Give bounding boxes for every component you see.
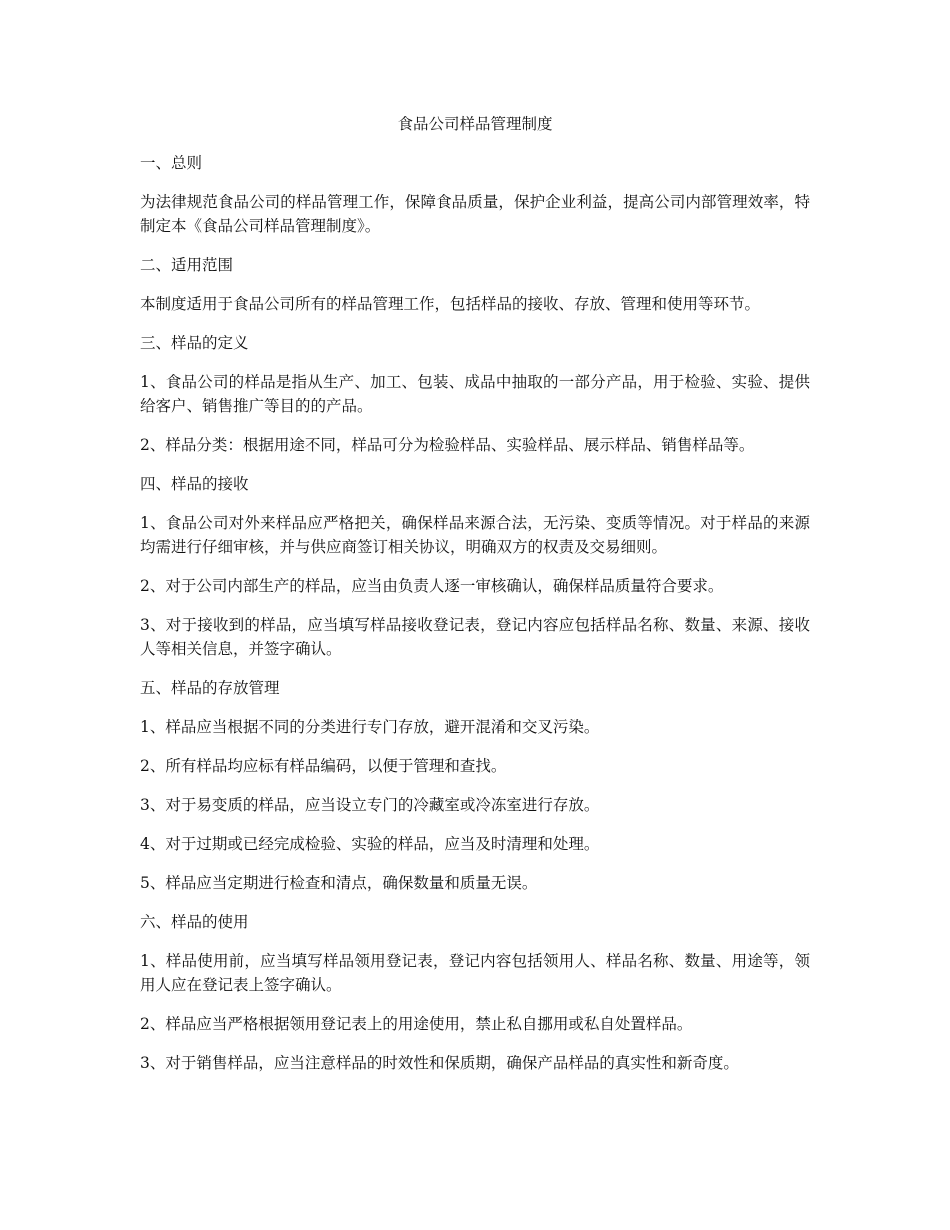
section-heading-storage: 五、样品的存放管理 <box>140 679 280 697</box>
paragraph-storage-5: 5、样品应当定期进行检查和清点，确保数量和质量无误。 <box>140 874 538 892</box>
paragraph-general-purpose: 为法律规范食品公司的样品管理工作，保障食品质量，保护企业利益，提高公司内部管理效率，特制定本《食品公司样品管理制度》。 <box>140 193 810 235</box>
paragraph-storage-4: 4、对于过期或已经完成检验、实验的样品，应当及时清理和处理。 <box>140 835 600 853</box>
paragraph-receiving-1: 1、食品公司对外来样品应严格把关，确保样品来源合法，无污染、变质等情况。对于样品的来源均需进行仔细审核，并与供应商签订相关协议，明确双方的权责及交易细则。 <box>140 514 810 556</box>
paragraph-usage-2: 2、样品应当严格根据领用登记表上的用途使用，禁止私自挪用或私自处置样品。 <box>140 1015 693 1033</box>
paragraph-definition-1: 1、食品公司的样品是指从生产、加工、包装、成品中抽取的一部分产品，用于检验、实验、提供给客户、销售推广等目的的产品。 <box>140 373 810 415</box>
paragraph-storage-1: 1、样品应当根据不同的分类进行专门存放，避开混淆和交叉污染。 <box>140 718 600 736</box>
paragraph-storage-2: 2、所有样品均应标有样品编码，以便于管理和查找。 <box>140 757 507 775</box>
section-heading-definition: 三、样品的定义 <box>140 334 249 352</box>
section-heading-scope: 二、适用范围 <box>140 256 234 274</box>
section-heading-general: 一、总则 <box>140 154 203 172</box>
section-heading-usage: 六、样品的使用 <box>140 913 249 931</box>
document-body <box>140 112 810 1090</box>
paragraph-receiving-2: 2、对于公司内部生产的样品，应当由负责人逐一审核确认，确保样品质量符合要求。 <box>140 577 724 595</box>
paragraph-receiving-3: 3、对于接收到的样品，应当填写样品接收登记表，登记内容应包括样品名称、数量、来源、接收人等相关信息，并签字确认。 <box>140 616 810 658</box>
paragraph-usage-3: 3、对于销售样品，应当注意样品的时效性和保质期，确保产品样品的真实性和新奇度。 <box>140 1054 739 1072</box>
paragraph-scope: 本制度适用于食品公司所有的样品管理工作，包括样品的接收、存放、管理和使用等环节。 <box>140 295 761 313</box>
paragraph-definition-2: 2、样品分类：根据用途不同，样品可分为检验样品、实验样品、展示样品、销售样品等。 <box>140 436 755 454</box>
paragraph-usage-1: 1、样品使用前，应当填写样品领用登记表，登记内容包括领用人、样品名称、数量、用途等，领用人应在登记表上签字确认。 <box>140 952 810 994</box>
section-heading-receiving: 四、样品的接收 <box>140 475 249 493</box>
paragraph-storage-3: 3、对于易变质的样品，应当设立专门的冷藏室或冷冻室进行存放。 <box>140 796 600 814</box>
document-title: 食品公司样品管理制度 <box>397 115 553 133</box>
